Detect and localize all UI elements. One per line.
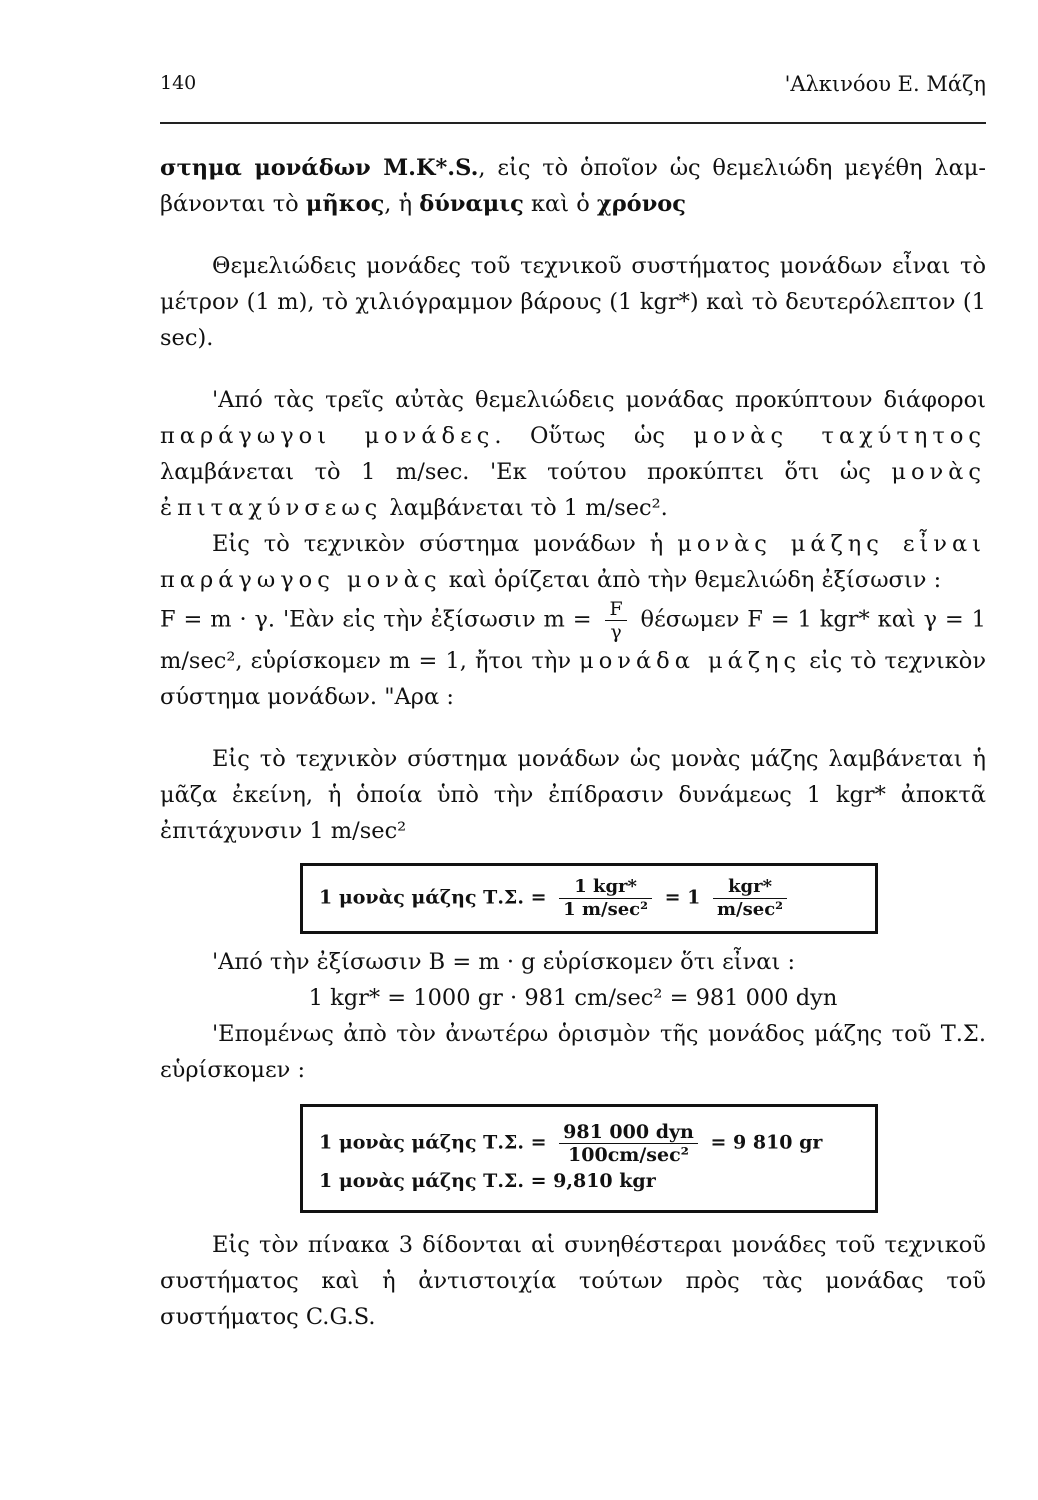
paragraph-1 xyxy=(160,150,986,222)
paragraph-7: 'Από τὴν ἐξίσωσιν B = m · g εὑρίσκομεν ὅτι εἶναι : xyxy=(212,949,796,975)
p5-a: F = m · γ. 'Εὰν εἰς τὴν ἐξίσωσιν m = xyxy=(160,606,600,633)
paragraph-9: 'Επομένως ἀπὸ τὸν ἀνωτέρω ὁρισμὸν τῆς μονάδος μάζης τοῦ Τ.Σ. εὑρίσκομεν : xyxy=(160,1021,986,1083)
box2-line-2: 1 μονὰς μάζης Τ.Σ. = 9,810 kgr xyxy=(319,1170,656,1192)
box1-n2: kgr* xyxy=(713,876,787,899)
p1-b: , εἰς τὸ ὁποῖον ὡς θεμελιώδη μεγέθη λαμ-βάνονται τὸ xyxy=(160,155,987,217)
p3-e: λαμβάνεται τὸ 1 m/sec. 'Εκ τούτου προκύπτει ὅτι ὡς xyxy=(160,459,892,485)
box1-d2: m/sec² xyxy=(717,899,784,920)
box1-n1: 1 kgr* xyxy=(559,876,652,899)
box1-d1: 1 m/sec² xyxy=(563,899,648,920)
p5-d: εἰς τὸ τεχνικὸν σύστημα μονάδων. "Αρα : xyxy=(160,648,987,710)
box2-fraction xyxy=(559,1121,698,1166)
box1-fraction-2 xyxy=(713,876,787,921)
p5-c: μονάδα μάζης xyxy=(579,648,802,674)
p1-f: καὶ ὁ xyxy=(523,191,597,217)
p3-f: μονὰς ἐπιταχύνσεως xyxy=(160,459,986,521)
paragraph-10: Εἰς τὸν πίνακα 3 δίδονται αἱ συνηθέστεραι μονάδες τοῦ τεχνικοῦ συστήματος καὶ ἡ ἀντιστοιχία τούτων πρὸς τὰς μονάδας τοῦ συστήματος C.G.S. xyxy=(160,1232,986,1330)
header-rule xyxy=(160,122,986,124)
box1-fraction-1 xyxy=(559,876,652,921)
p3-b: παράγωγοι μονάδες xyxy=(160,423,495,449)
frac-num: F xyxy=(605,598,626,621)
box2-d: 100cm/sec² xyxy=(568,1144,689,1166)
p1-c: μῆκος xyxy=(305,191,385,217)
p1-g: χρόνος xyxy=(596,191,687,217)
fraction-f-over-gamma xyxy=(605,598,626,643)
p3-g: λαμβάνεται τὸ 1 m/sec². xyxy=(382,495,668,521)
p1-d: , ἡ xyxy=(384,191,420,217)
p1-a: στημα μονάδων M.K*.S. xyxy=(160,155,479,181)
p3-d: μονὰς ταχύτητος xyxy=(693,423,987,449)
box1-mid: = 1 xyxy=(664,886,701,909)
p4-b: μονὰς μάζης εἶναι παράγωγος μονὰς xyxy=(160,531,986,593)
paragraph-4 xyxy=(160,526,986,598)
formula-box-1 xyxy=(300,863,878,934)
running-head-author: 'Αλκινόου Ε. Μάζη xyxy=(784,72,986,96)
page-header xyxy=(160,72,986,102)
box1-lhs: 1 μονὰς μάζης Τ.Σ. = xyxy=(319,886,547,909)
box2-line-1 xyxy=(319,1121,859,1166)
box2-l1: 1 μονὰς μάζης Τ.Σ. = xyxy=(319,1131,547,1154)
box2-n: 981 000 dyn xyxy=(559,1121,698,1144)
page-body xyxy=(160,150,986,1335)
p5-b: θέσωμεν F = 1 kgr* καὶ γ = 1 m/sec², εὑρίσκομεν m = 1, ἤτοι τὴν xyxy=(160,606,986,674)
p4-c: καὶ ὁρίζεται ἀπὸ τὴν θεμελιώδη ἐξίσωσιν : xyxy=(441,567,942,593)
page-number: 140 xyxy=(160,72,197,94)
paragraph-6-definition: Εἰς τὸ τεχνικὸν σύστημα μονάδων ὡς μονὰς μάζης λαμβάνεται ἡ μᾶζα ἐκείνη, ἡ ὁποία ὑπὸ τὴν ἐπίδρασιν δυνάμεως 1 kgr* ἀποκτᾶ ἐπιτάχυνσιν 1 m/sec² xyxy=(160,746,986,844)
box2-r1: = 9 810 gr xyxy=(710,1131,823,1154)
formula-box-2 xyxy=(300,1104,878,1213)
equation-line: 1 kgr* = 1000 gr · 981 cm/sec² = 981 000 dyn xyxy=(308,985,838,1011)
p3-c: . Οὕτως ὡς xyxy=(494,423,694,449)
paragraph-2: Θεμελιώδεις μονάδες τοῦ τεχνικοῦ συστήματος μονάδων εἶναι τὸ μέτρον (1 m), τὸ χιλιόγραμμον βάρους (1 kgr*) καὶ τὸ δευτερόλεπτον (1 sec). xyxy=(160,253,986,351)
p3-a: 'Από τὰς τρεῖς αὐτὰς θεμελιώδεις μονάδας προκύπτουν διάφοροι xyxy=(212,387,986,413)
paragraph-5 xyxy=(160,598,986,715)
paragraph-3 xyxy=(160,382,986,526)
p1-e: δύναμις xyxy=(419,191,524,217)
frac-den: γ xyxy=(610,621,622,643)
p4-a: Εἰς τὸ τεχνικὸν σύστημα μονάδων ἡ xyxy=(212,531,678,557)
